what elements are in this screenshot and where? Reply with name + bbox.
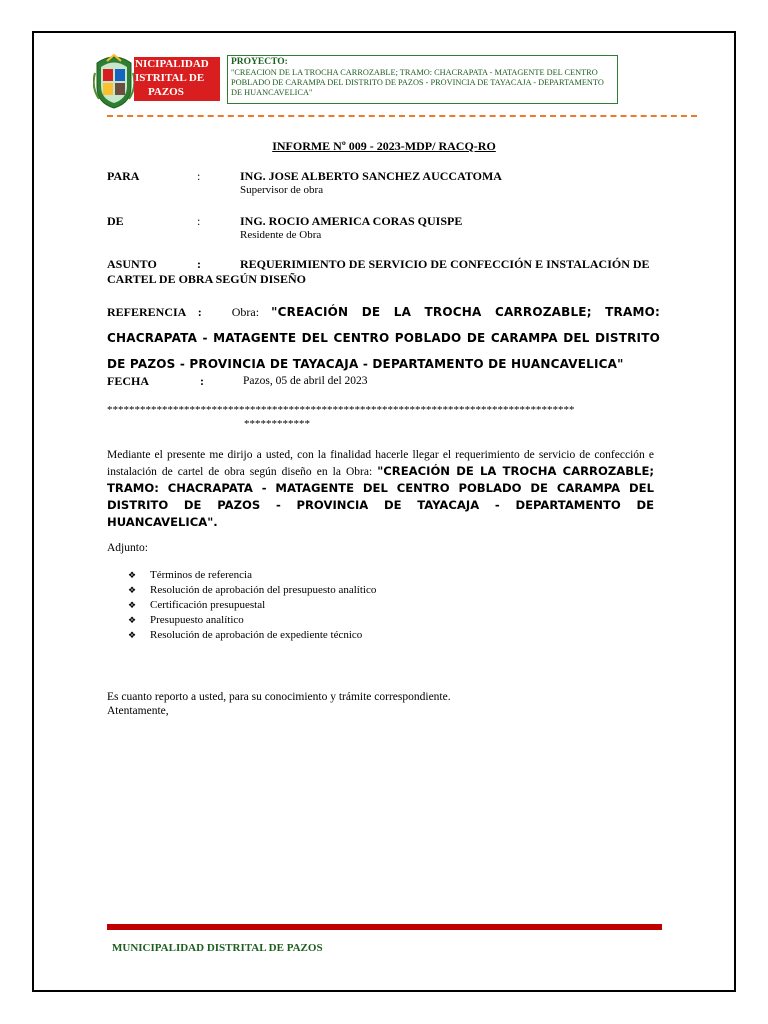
list-item: ❖ Certificación presupuestal bbox=[128, 599, 266, 611]
list-item: ❖ Resolución de aprobación de expediente técnico bbox=[128, 629, 363, 641]
para-role: Supervisor de obra bbox=[240, 184, 324, 196]
de-colon: : bbox=[197, 214, 201, 228]
diamond-bullet-icon: ❖ bbox=[128, 571, 137, 581]
footer-bar bbox=[107, 924, 662, 930]
asunto-label: ASUNTO bbox=[107, 257, 161, 272]
referencia-label: REFERENCIA : bbox=[107, 305, 202, 319]
closing-text bbox=[107, 690, 451, 718]
diamond-bullet-icon: ❖ bbox=[128, 586, 137, 596]
referencia-block bbox=[107, 299, 660, 377]
project-text: "CREACION DE LA TROCHA CARROZABLE; TRAMO: CHACRAPATA - MATAGENTE DEL CENTRO POBLADO DE CARAMPA DEL DISTRITO DE PAZOS - PROVINCIA DE TAYACAJA - DEPARTAMENTO DE HUANCAVELICA" bbox=[231, 68, 604, 97]
project-label: PROYECTO: bbox=[231, 57, 288, 67]
body-intro: Mediante el presente me dirijo a usted, con la finalidad hacerle llegar el requerimiento de servicio de confección e instalación de cartel de obra según diseño en la Obra: bbox=[107, 449, 654, 478]
fecha-colon: : bbox=[200, 374, 204, 388]
diamond-bullet-icon: ❖ bbox=[128, 616, 137, 626]
informe-title: INFORME Nº 009 - 2023-MDP/ RACQ-RO bbox=[272, 139, 496, 153]
muni-line-3: PAZOS bbox=[148, 86, 184, 98]
body-project-name: "CREACIÓN DE LA TROCHA CARROZABLE; TRAMO: CHACRAPATA - MATAGENTE DEL CENTRO POBLADO DE CARAMPA DEL DISTRITO DE PAZOS - PROVINCIA DE TAYACAJA - DEPARTAMENTO DE HUANCAVELICA". bbox=[107, 464, 654, 529]
de-label: DE bbox=[107, 214, 124, 228]
para-label: PARA bbox=[107, 169, 140, 183]
municipality-name-box bbox=[134, 57, 220, 101]
referencia-obra-label: Obra: bbox=[231, 305, 260, 319]
para-name: ING. JOSE ALBERTO SANCHEZ AUCCATOMA bbox=[240, 169, 502, 183]
asunto-colon: : bbox=[197, 257, 201, 271]
muni-line-1: NICIPALIDAD bbox=[135, 58, 209, 70]
list-item: ❖ Presupuesto analítico bbox=[128, 614, 244, 626]
fecha-value: Pazos, 05 de abril del 2023 bbox=[243, 375, 368, 387]
fecha-label: FECHA bbox=[107, 374, 149, 388]
closing-line-2: Atentamente, bbox=[107, 705, 169, 717]
asterisk-separator bbox=[107, 403, 662, 431]
footer-municipality: MUNICIPALIDAD DISTRITAL DE PAZOS bbox=[112, 942, 323, 954]
closing-line-1: Es cuanto reporto a usted, para su conocimiento y trámite correspondiente. bbox=[107, 691, 451, 703]
de-name: ING. ROCIO AMERICA CORAS QUISPE bbox=[240, 214, 463, 228]
muni-line-2: ISTRITAL DE bbox=[135, 72, 205, 84]
list-item: ❖ Términos de referencia bbox=[128, 569, 252, 581]
para-colon: : bbox=[197, 169, 201, 183]
asunto-text: REQUERIMIENTO DE SERVICIO DE CONFECCIÓN E INSTALACIÓN DE CARTEL DE OBRA SEGÚN DISEÑO bbox=[107, 257, 650, 286]
adjunto-label: Adjunto: bbox=[107, 542, 148, 554]
list-item: ❖ Resolución de aprobación del presupuesto analítico bbox=[128, 584, 377, 596]
diamond-bullet-icon: ❖ bbox=[128, 601, 137, 611]
header-dashed-divider bbox=[107, 115, 697, 117]
municipal-crest-logo bbox=[93, 53, 135, 109]
project-box bbox=[227, 55, 618, 104]
asterisk-line-2: ************ bbox=[244, 418, 310, 430]
para-value bbox=[240, 169, 502, 197]
diamond-bullet-icon: ❖ bbox=[128, 631, 137, 641]
de-role: Residente de Obra bbox=[240, 229, 322, 241]
body-paragraph bbox=[107, 447, 654, 531]
adjunto-list bbox=[128, 568, 376, 643]
referencia-text: "CREACIÓN DE LA TROCHA CARROZABLE; TRAMO: CHACRAPATA - MATAGENTE DEL CENTRO POBLADO DE CARAMPA DEL DISTRITO DE PAZOS - PROVINCIA DE TAYACAJA - DEPARTAMENTO DE HUANCAVELICA" bbox=[107, 305, 661, 371]
asterisk-line-1: ************************************************************************************* bbox=[107, 404, 575, 416]
de-value bbox=[240, 214, 462, 242]
